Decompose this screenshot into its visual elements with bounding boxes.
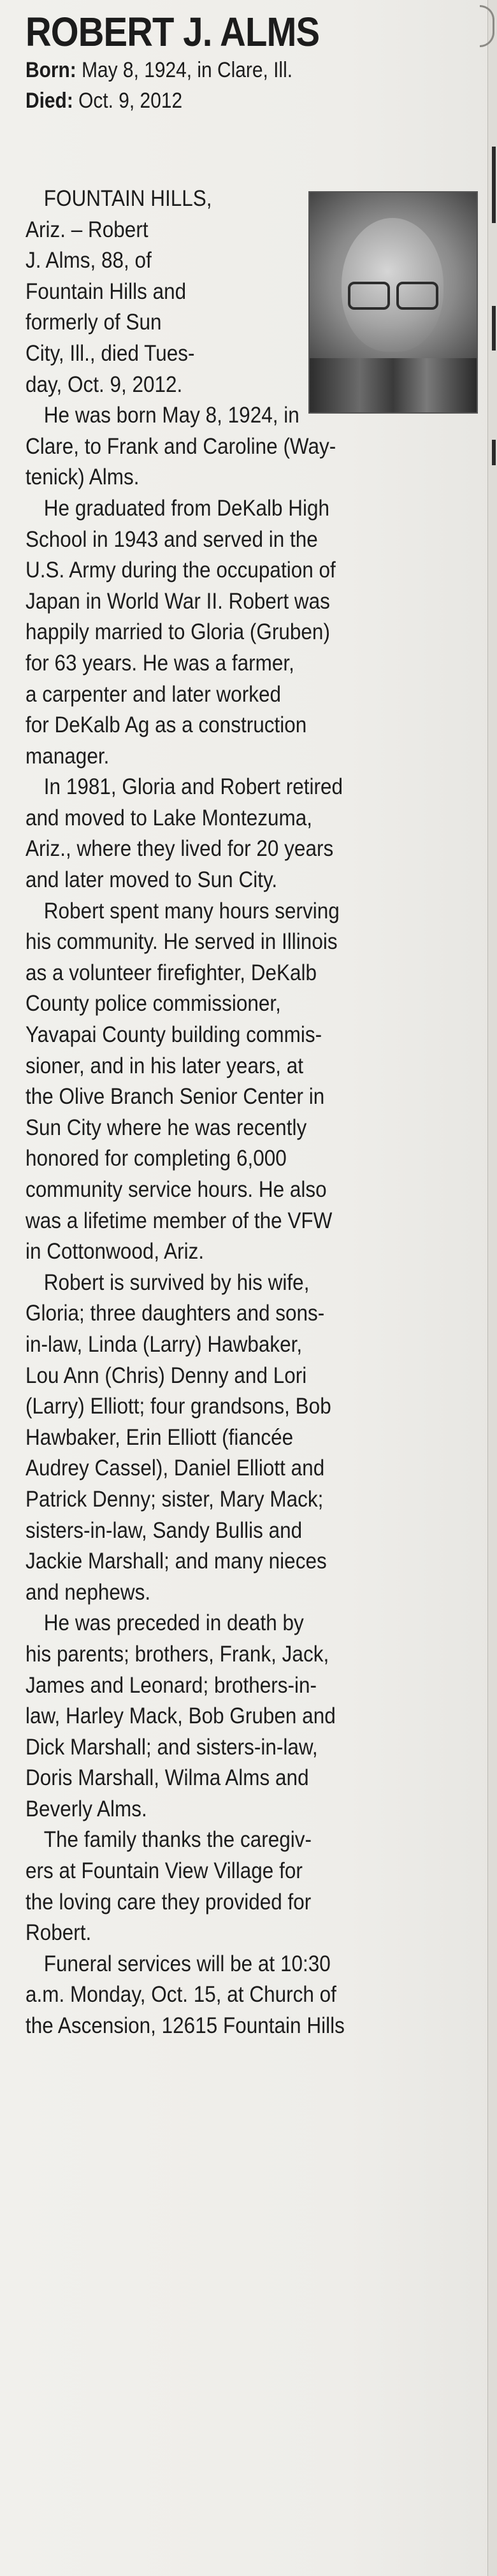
text-line: and nephews. [25, 1579, 151, 1605]
adjacent-column-mark [492, 306, 496, 351]
text-line: his community. He served in Illinois [25, 929, 338, 955]
text-line: for 63 years. He was a farmer, [25, 650, 294, 676]
text-line: in Cottonwood, Ariz. [25, 1239, 205, 1264]
text-line: Hawbaker, Erin Elliott (fiancée [25, 1424, 294, 1450]
text-line: James and Leonard; brothers-in- [25, 1672, 317, 1698]
text-line: City, Ill., died Tues- [25, 340, 195, 366]
text-line: a carpenter and later worked [25, 681, 281, 707]
text-line: Gloria; three daughters and sons- [25, 1301, 325, 1326]
text-line: He was preceded in death by [43, 1610, 304, 1636]
obituary-name: ROBERT J. ALMS [25, 9, 320, 55]
obituary-paragraph [25, 896, 472, 1268]
obituary-paragraph [25, 1608, 472, 1825]
adjacent-column-mark [492, 147, 496, 223]
text-line: Jackie Marshall; and many nieces [25, 1549, 327, 1574]
text-line: the Ascension, 12615 Fountain Hills [25, 2013, 345, 2039]
obituary-paragraph [25, 184, 472, 400]
obituary-paragraph [25, 400, 472, 493]
born-line [25, 55, 418, 85]
adjacent-column-edge [487, 0, 497, 2576]
obituary-paragraph [25, 772, 472, 895]
born-value: May 8, 1924, in Clare, Ill. [82, 58, 293, 82]
died-label: Died: [25, 89, 73, 113]
text-line: Robert spent many hours serving [43, 898, 340, 923]
text-line: the loving care they provided for [25, 1889, 312, 1914]
text-line: J. Alms, 88, of [25, 248, 152, 273]
adjacent-column-mark [492, 440, 496, 465]
text-line: as a volunteer firefighter, DeKalb [25, 960, 317, 985]
text-line: Sun City where he was recently [25, 1115, 307, 1140]
text-line: day, Oct. 9, 2012. [25, 372, 183, 397]
text-line: and later moved to Sun City. [25, 867, 278, 893]
text-line: U.S. Army during the occupation of [25, 558, 336, 583]
text-line: for DeKalb Ag as a construction [25, 713, 307, 738]
text-line: a.m. Monday, Oct. 15, at Church of [25, 1982, 336, 2008]
text-line: Robert is survived by his wife, [43, 1270, 310, 1295]
text-line: happily married to Gloria (Gruben) [25, 619, 330, 645]
text-line: Japan in World War II. Robert was [25, 588, 330, 614]
obituary-body [25, 184, 472, 2042]
text-line: Patrick Denny; sister, Mary Mack; [25, 1486, 324, 1512]
text-line: Lou Ann (Chris) Denny and Lori [25, 1363, 307, 1388]
text-line: FOUNTAIN HILLS, [43, 186, 212, 211]
text-line: sioner, and in his later years, at [25, 1053, 303, 1078]
text-line: In 1981, Gloria and Robert retired [43, 774, 343, 800]
text-line: Audrey Cassel), Daniel Elliott and [25, 1456, 325, 1481]
text-line: sisters-in-law, Sandy Bullis and [25, 1517, 303, 1543]
text-line: Beverly Alms. [25, 1796, 147, 1821]
text-line: ers at Fountain View Village for [25, 1858, 303, 1884]
text-line: manager. [25, 743, 110, 769]
obituary-paragraph [25, 1949, 472, 2042]
text-line: School in 1943 and served in the [25, 526, 318, 552]
text-line: County police commissioner, [25, 991, 281, 1017]
text-line: in-law, Linda (Larry) Hawbaker, [25, 1331, 303, 1357]
born-label: Born: [25, 58, 76, 82]
text-line: Ariz., where they lived for 20 years [25, 836, 334, 862]
text-line: honored for completing 6,000 [25, 1146, 287, 1171]
text-line: community service hours. He also [25, 1177, 327, 1202]
text-line: and moved to Lake Montezuma, [25, 805, 313, 830]
text-line: The family thanks the caregiv- [43, 1827, 312, 1853]
text-line: Clare, to Frank and Caroline (Way- [25, 433, 336, 459]
text-line: Robert. [25, 1920, 92, 1946]
text-line: tenick) Alms. [25, 465, 140, 490]
obituary-paragraph [25, 1268, 472, 1609]
died-value: Oct. 9, 2012 [78, 89, 183, 113]
text-line: He graduated from DeKalb High [43, 495, 330, 521]
text-line: Doris Marshall, Wilma Alms and [25, 1765, 309, 1791]
obituary-article [25, 9, 472, 2039]
text-line: Funeral services will be at 10:30 [43, 1951, 331, 1976]
obituary-paragraph [25, 1825, 472, 1948]
text-line: Dick Marshall; and sisters-in-law, [25, 1734, 318, 1760]
died-line [25, 85, 418, 116]
text-line: the Olive Branch Senior Center in [25, 1084, 325, 1110]
text-line: Fountain Hills and [25, 279, 187, 304]
obituary-paragraph [25, 493, 472, 772]
text-line: formerly of Sun [25, 310, 162, 335]
text-line: Ariz. – Robert [25, 217, 148, 242]
text-line: law, Harley Mack, Bob Gruben and [25, 1704, 336, 1729]
text-line: his parents; brothers, Frank, Jack, [25, 1641, 329, 1667]
text-line: was a lifetime member of the VFW [25, 1208, 333, 1233]
text-line: (Larry) Elliott; four grandsons, Bob [25, 1394, 331, 1419]
text-line: Yavapai County building commis- [25, 1022, 322, 1048]
text-line: He was born May 8, 1924, in [43, 403, 299, 428]
